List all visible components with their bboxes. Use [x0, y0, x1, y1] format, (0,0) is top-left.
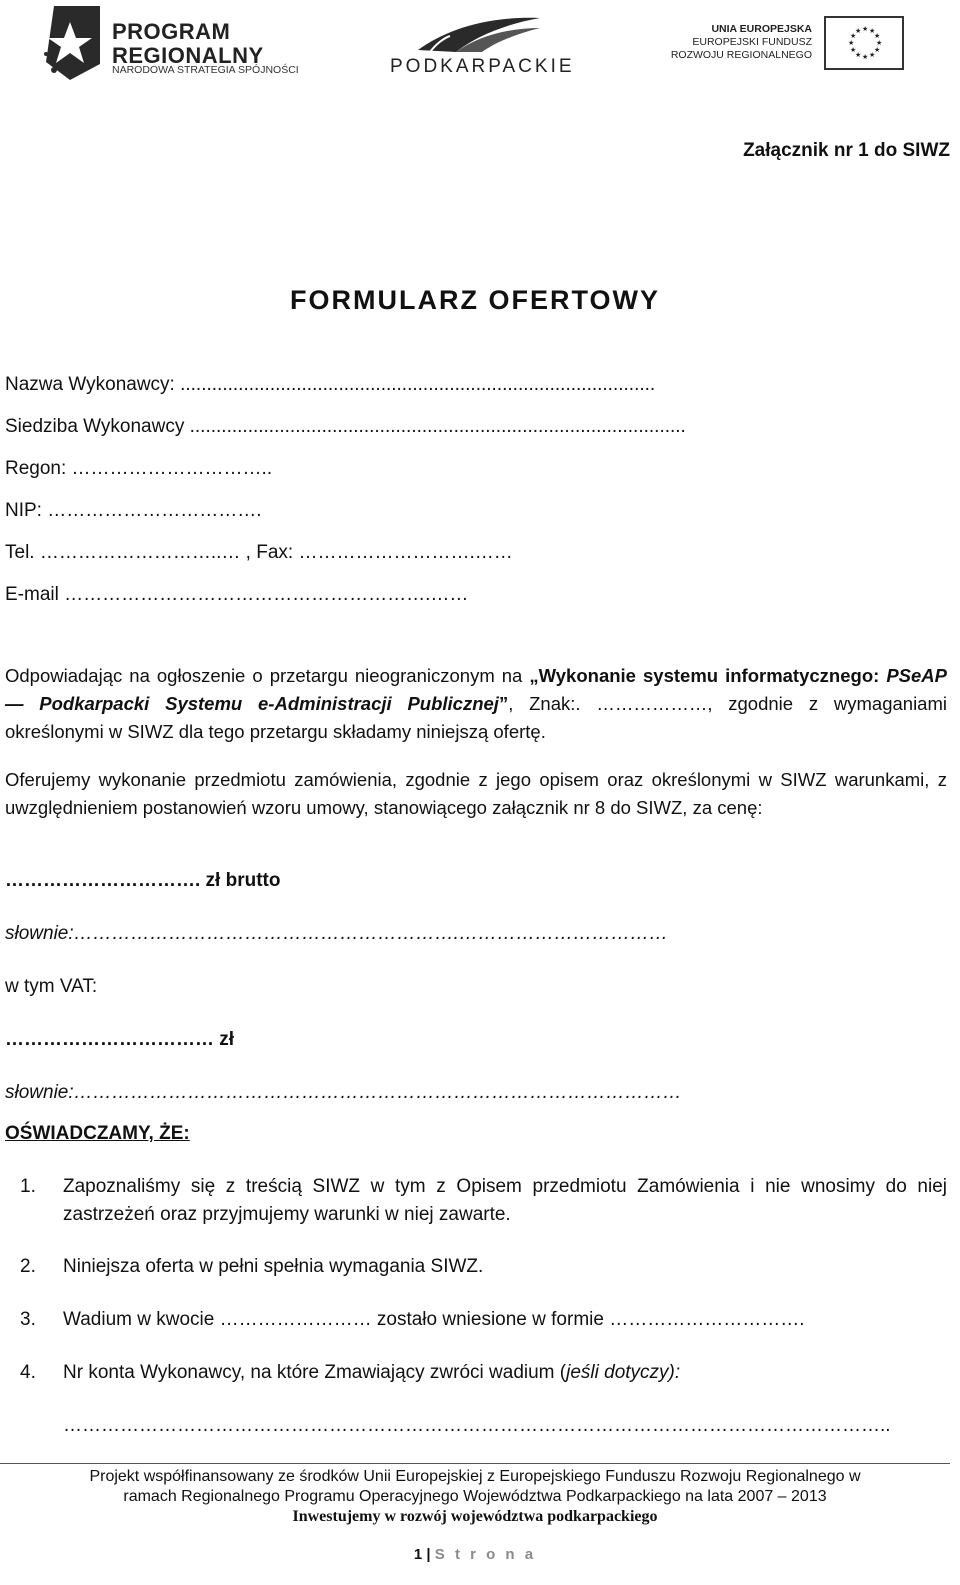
footer-line2: ramach Regionalnego Programu Operacyjnego Województwa Podkarpackiego na lata 2007 – 2013	[123, 1488, 827, 1505]
vat-label: w tym VAT:	[5, 976, 98, 997]
page-num: 1	[413, 1546, 423, 1563]
price-slownie[interactable]: słownie:…………………………………………………….……………………………	[5, 923, 668, 944]
vat-amount[interactable]: …………………………… zł	[5, 1029, 235, 1050]
intro-paragraph	[5, 662, 947, 746]
intro-text-a: Odpowiadając na ogłoszenie o przetargu nieograniczonym na	[5, 665, 530, 686]
svg-text:★: ★	[876, 39, 883, 47]
intro-text-b: , Znak:. ………………, zgodnie z wymaganiami określonymi w SIWZ dla tego przetargu składamy niniejszą ofertę.	[5, 693, 947, 742]
offer-paragraph: Oferujemy wykonanie przedmiotu zamówienia, zgodnie z jego opisem oraz określonymi w SIWZ warunkami, z uwzględnieniem postanowień wzoru umowy, stanowiącego załącznik nr 8 do SIWZ, za cenę:	[5, 769, 947, 818]
intro-project-name: „Wykonanie systemu informatycznego:	[529, 665, 887, 686]
price-brutto[interactable]: …………………………. zł brutto	[5, 870, 281, 891]
svg-text:★: ★	[850, 46, 857, 54]
svg-text:★: ★	[869, 51, 876, 59]
star-emblem-icon	[40, 4, 106, 82]
podkarpackie-logo	[388, 14, 575, 77]
attachment-label: Załącznik nr 1 do SIWZ	[743, 140, 950, 161]
intro-quote-close: ”	[498, 693, 509, 714]
page-number	[0, 1546, 950, 1563]
item-1-text: Zapoznaliśmy się z treścią SIWZ w tym z Opisem przedmiotu Zamówienia i nie wnosimy do niej zastrzeżeń oraz przyjmujemy warunki w niej zawarte.	[63, 1176, 947, 1225]
item-2-number: 2.	[20, 1256, 36, 1277]
item-3-text[interactable]: Wadium w kwocie …………………… zostało wniesione w formie ………………………….	[63, 1309, 805, 1330]
svg-text:★: ★	[855, 27, 862, 35]
logo-ue-line2: EUROPEJSKI FUNDUSZ	[692, 36, 812, 48]
item-4-number: 4.	[20, 1362, 36, 1383]
logo-program-line2: REGIONALNY	[112, 43, 264, 68]
vat-slownie[interactable]: słownie:……………………………………………………………………………………	[5, 1082, 682, 1103]
field-nip[interactable]: NIP: …………………………….	[5, 500, 262, 521]
item-1-number: 1.	[20, 1176, 36, 1197]
field-tel-fax[interactable]: Tel. ………………………..… , Fax: ……………………….……	[5, 542, 513, 563]
declare-heading: OŚWIADCZAMY, ŻE:	[5, 1123, 190, 1144]
eu-logo	[670, 15, 904, 73]
mountain-wing-icon	[416, 14, 542, 54]
logo-ue-line3: ROZWOJU REGIONALNEGO	[670, 49, 812, 61]
footer-divider	[0, 1463, 950, 1464]
page-title: FORMULARZ OFERTOWY	[290, 285, 660, 315]
svg-text:★: ★	[855, 51, 862, 59]
logo-program-line1: PROGRAM	[112, 19, 231, 44]
logo-podkarpackie-text: PODKARPACKIE	[390, 56, 575, 77]
field-email[interactable]: E-mail ………………………………………………….……	[5, 584, 469, 605]
field-regon[interactable]: Regon: …………………………..	[5, 458, 273, 479]
svg-text:★: ★	[862, 53, 869, 61]
footer-line3: Inwestujemy w rozwój województwa podkarpackiego	[292, 1508, 658, 1525]
item-4-text	[63, 1359, 947, 1387]
logo-ue-line1: UNIA EUROPEJSKA	[711, 23, 812, 35]
svg-text:★: ★	[869, 27, 876, 35]
item-4-text-italic: jeśli dotyczy):	[566, 1362, 681, 1383]
svg-text:★: ★	[874, 46, 881, 54]
intro-project-title: PSeAP — Podkarpacki Systemu e-Administracji Publicznej	[5, 665, 947, 714]
item-2-text: Niniejsza oferta w pełni spełnia wymagania SIWZ.	[63, 1256, 484, 1277]
page-word: S t r o n a	[434, 1546, 537, 1563]
svg-text:★: ★	[862, 25, 869, 33]
footer-line1: Projekt współfinansowany ze środków Unii Europejskiej z Europejskiego Funduszu Rozwoju Regionalnego w	[89, 1468, 861, 1485]
svg-text:★: ★	[874, 32, 881, 40]
svg-text:★: ★	[850, 32, 857, 40]
item-4-text-a: Nr konta Wykonawcy, na które Zmawiający zwróci wadium (	[63, 1362, 567, 1383]
field-siedziba[interactable]: Siedziba Wykonawcy ..............................................................................................	[5, 416, 686, 437]
eu-flag-icon	[824, 16, 904, 70]
svg-text:★: ★	[848, 39, 855, 47]
field-nazwa[interactable]: Nazwa Wykonawcy: ..........................................................................................	[5, 374, 656, 395]
page-sep: |	[422, 1546, 435, 1563]
account-number-field[interactable]: …………………………………………………………………………………………………………………..	[63, 1415, 891, 1436]
logo-program-sub: NARODOWA STRATEGIA SPÓJNOŚCI	[112, 64, 299, 76]
program-regionalny-logo	[40, 4, 300, 86]
item-3-number: 3.	[20, 1309, 36, 1330]
